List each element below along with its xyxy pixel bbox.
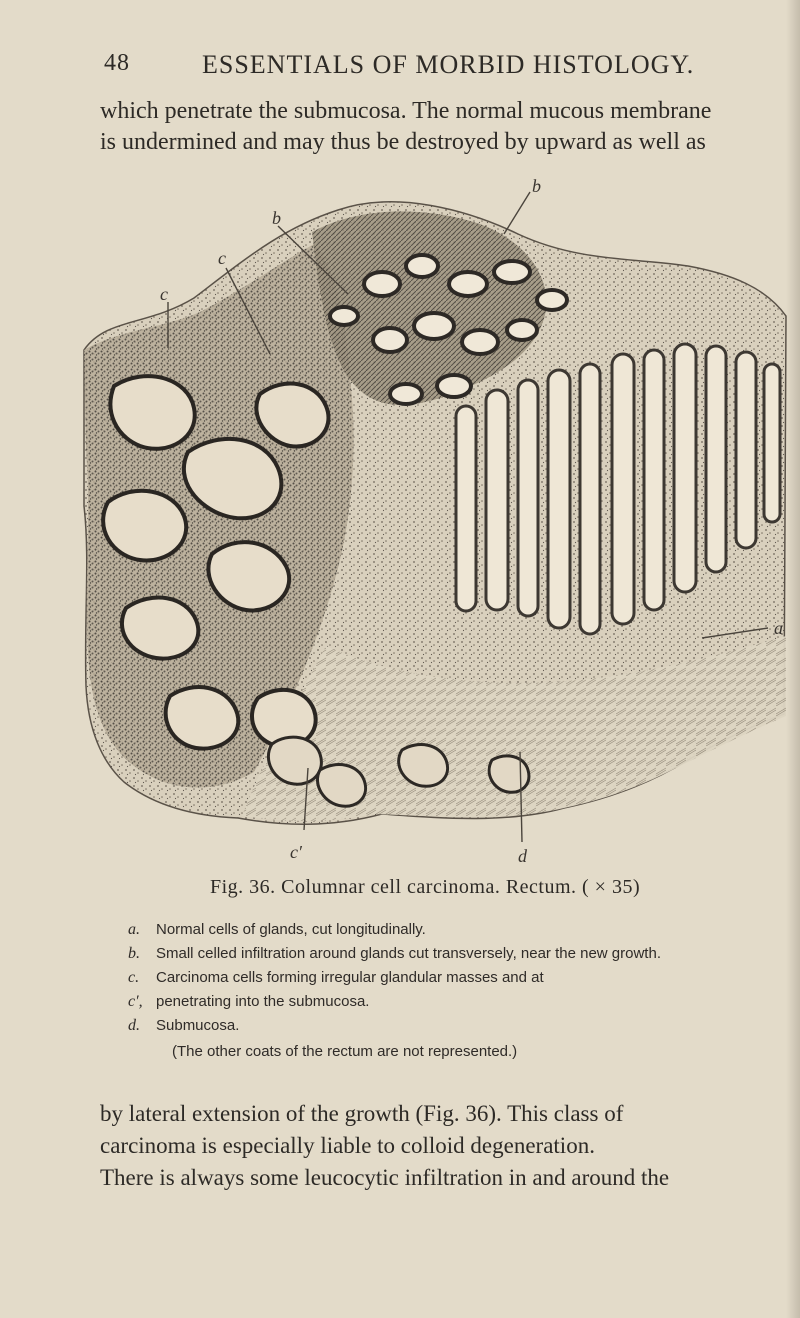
histology-figure: [76, 176, 796, 876]
bottom-text-line-1: by lateral extension of the growth (Fig. 36). This class of: [100, 1101, 624, 1126]
figure-legend: [128, 918, 778, 1064]
figure-label-a-right: a: [774, 618, 783, 638]
legend-key-d: d.: [128, 1017, 140, 1034]
legend-text-b: Small celled infiltration around glands cut transversely, near the new growth.: [156, 945, 661, 962]
figure-label-c-left: c: [160, 284, 168, 304]
legend-item-b: [128, 942, 778, 966]
figure-label-c-prime: c′: [290, 842, 302, 862]
legend-key-c: c.: [128, 969, 140, 986]
histology-illustration: [76, 176, 796, 876]
running-title: ESSENTIALS OF MORBID HISTOLOGY.: [202, 50, 695, 79]
legend-key-b: b.: [128, 945, 140, 962]
top-paragraph: [100, 96, 711, 158]
bottom-text-line-3: There is always some leucocytic infiltration in and around the: [100, 1165, 670, 1190]
page-number: 48: [104, 50, 130, 76]
legend-key-c-prime: c′,: [128, 993, 143, 1010]
figure-label-b-left: b: [272, 208, 281, 228]
figure-caption: Fig. 36. Columnar cell carcinoma. Rectum. ( × 35): [210, 876, 641, 898]
figure-label-b-top: b: [532, 176, 541, 196]
page-header: [104, 50, 744, 86]
legend-text-a: Normal cells of glands, cut longitudinally.: [156, 921, 426, 938]
legend-item-c: [128, 966, 778, 990]
figure-label-d: d: [518, 846, 527, 866]
top-text-line-1: which penetrate the submucosa. The normal mucous membrane: [100, 98, 712, 124]
legend-item-d: [128, 1014, 778, 1038]
legend-note: (The other coats of the rectum are not represented.): [172, 1043, 518, 1060]
legend-item-a: [128, 918, 778, 942]
legend-text-c: Carcinoma cells forming irregular glandular masses and at: [156, 969, 544, 986]
bottom-text-line-2: carcinoma is especially liable to colloid degeneration.: [100, 1133, 595, 1158]
legend-text-c-prime: penetrating into the submucosa.: [156, 993, 370, 1010]
legend-item-c-prime: [128, 990, 778, 1014]
bottom-paragraph: [100, 1098, 669, 1194]
legend-key-a: a.: [128, 921, 140, 938]
top-text-line-2: is undermined and may thus be destroyed by upward as well as: [100, 129, 706, 155]
legend-text-d: Submucosa.: [156, 1017, 240, 1034]
figure-label-c-upper: c: [218, 248, 226, 268]
